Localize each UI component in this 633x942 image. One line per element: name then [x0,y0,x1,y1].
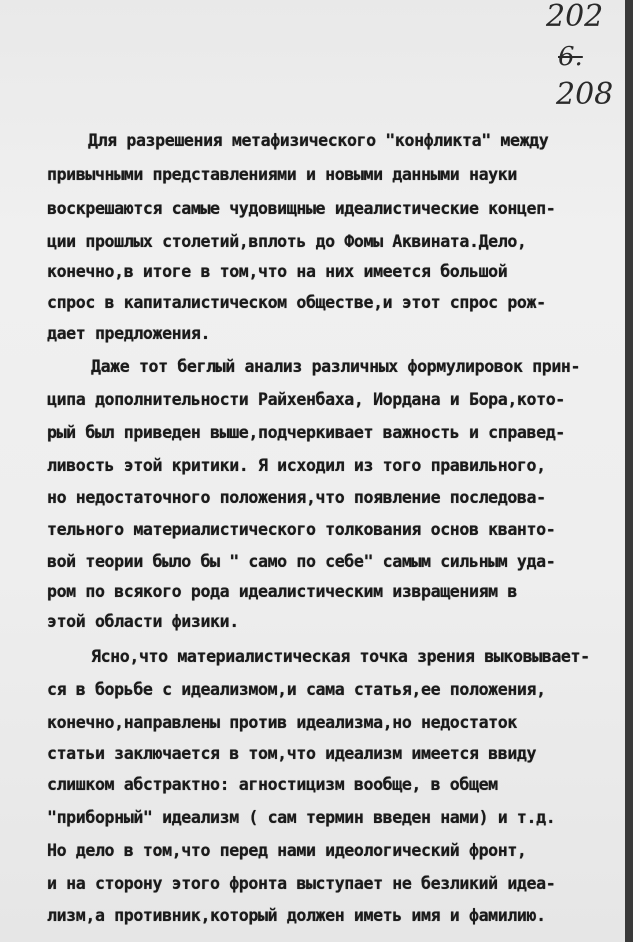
text-line: дает предложения. [47,324,211,343]
text-line: спрос в капиталистическом обществе,и этот спрос рож- [47,293,546,312]
text-line: рый был приведен выше,подчеркивает важность и справед- [47,423,565,442]
text-line: привычными представлениями и новыми данными науки [47,165,517,184]
text-line: ципа дополнительности Райхенбаха, Иордана и Бора,кото- [47,390,565,409]
page-edge-shadow [625,0,633,942]
text-line: но недостаточного положения,что появление последова- [47,488,546,507]
text-line: ливость этой критики. Я исходил из того правильного, [47,456,546,475]
page-number-top: 202 [546,0,604,34]
text-line: Но дело в том,что перед нами идеологический фронт, [47,841,527,860]
text-line: воскрешаются самые чудовищные идеалистические концеп- [47,199,556,218]
text-line: конечно,направлены против идеализма,но недостаток [47,713,517,732]
text-line: статьи заключается в том,что идеализм имеется ввиду [47,744,537,763]
text-line: ции прошлых столетий,вплоть до Фомы Аквината.Дело, [47,232,527,251]
paragraph-1 [0,50,556,343]
text-line: этой области физики. [47,612,239,631]
text-line: Ясно,что материалистическая точка зрения выковывает- [91,647,590,666]
text-line: "приборный" идеализм ( сам термин введен нами) и т.д. [47,808,556,827]
text-line: тельного материалистического толкования основ кванто- [47,520,556,539]
text-line: вой теории было бы " само по себе" самым сильным уда- [47,552,556,571]
text-line: Для разрешения метафизического "конфликта" между [88,131,549,150]
text-line: конечно,в итоге в том,что на них имеется большой [47,262,508,281]
text-line: Даже тот беглый анализ различных формулировок прин- [91,357,581,376]
page-number-current: 208 [556,77,614,112]
text-line: ся в борьбе с идеализмом,и сама статья,ее положения, [47,680,546,699]
page-number-struck: 6. [558,42,583,72]
text-line: и на сторону этого фронта выступает не безликий идеа- [47,874,556,893]
text-line: ром по всякого рода идеалистическим извращениям в [47,582,517,601]
text-line: слишком абстрактно: агностицизм вообще, в общем [47,775,498,794]
text-line: лизм,а противник,который должен иметь имя и фамилию. [47,906,546,925]
